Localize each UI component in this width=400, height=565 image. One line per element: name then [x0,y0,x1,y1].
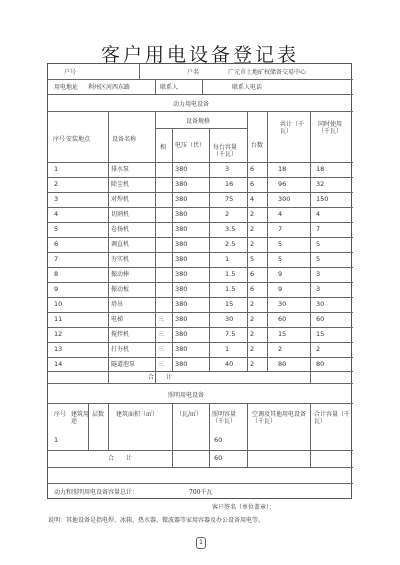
power-cell-voltage: 380 [175,180,188,188]
power-cell-total: 18 [278,165,287,173]
rule [48,467,353,468]
power-cell-count: 2 [250,330,255,338]
power-cell-name: 卷扬机 [111,226,130,233]
lighting-row-seq: 1 [54,436,59,444]
power-cell-voltage: 380 [175,225,188,233]
power-cell-voltage: 380 [175,165,188,173]
lighting-subtotal-value: 60 [214,454,223,462]
power-cell-voltage: 380 [175,360,188,368]
col-voltage: 电压（伏） [175,142,206,149]
power-cell-total: 2 [278,345,283,353]
rule [155,79,156,94]
rule [48,94,353,95]
power-cell-count: 2 [250,300,255,308]
power-cell-name: 夯实机 [111,256,130,263]
summary-label: 动力和照明用电设备容量总计： [54,489,139,496]
power-cell-name: 对焊机 [111,196,130,203]
power-cell-voltage: 380 [175,300,188,308]
power-cell-seq: 4 [54,210,59,218]
row-rule [48,312,353,313]
col-count: 台数 [251,142,264,149]
power-cell-name: 搅拌机 [111,331,130,338]
registration-form [47,63,352,499]
power-cell-seq: 11 [54,315,63,323]
power-cell-simul: 5 [316,240,321,248]
row-rule [48,282,353,283]
power-cell-seq: 3 [54,195,59,203]
col-location: 安装地点 [66,136,91,143]
col-phase: 相 [160,144,167,151]
power-cell-name: 振动棒 [111,271,130,278]
power-cell-simul: 15 [316,330,325,338]
power-cell-simul: 18 [316,165,325,173]
rule [48,371,353,372]
power-cell-total: 300 [278,195,291,203]
rule [209,128,210,371]
rule [310,111,311,383]
power-cell-total: 7 [278,225,283,233]
address-label: 用电地址 [54,84,79,91]
power-cell-seq: 12 [54,330,63,338]
rule [202,79,203,94]
lighting-col-area: 建筑面积（㎡） [116,411,159,418]
rule [48,483,353,484]
power-cell-phase: 三 [158,346,165,353]
power-cell-capacity: 75 [225,195,234,203]
power-cell-count: 6 [250,270,255,278]
page-number: 1 [196,537,206,549]
lighting-col-total: 合计容量（千瓦） [314,411,351,425]
row-rule [48,237,353,238]
rule [172,128,173,371]
power-cell-capacity: 1 [225,345,230,353]
power-cell-total: 30 [278,300,287,308]
address-value: 利州区河西东路 [88,84,131,91]
power-cell-name: 除尘机 [111,181,130,188]
power-cell-voltage: 380 [175,270,188,278]
footnote: 说明：其他设备是指电焊、冰箱、热水器、微波器等家用容器及办公设备用电等。 [48,517,265,524]
power-cell-simul: 5 [316,255,321,263]
power-cell-capacity: 1.5 [225,285,236,293]
power-cell-capacity: 3 [225,165,230,173]
power-cell-seq: 8 [54,270,59,278]
rule [172,403,173,467]
power-cell-total: 5 [278,240,283,248]
power-cell-simul: 30 [316,300,325,308]
power-cell-count: 6 [250,285,255,293]
power-subtotal-label: 合 计 [148,374,173,381]
rule [48,79,353,80]
power-cell-count: 4 [250,195,255,203]
row-rule [48,267,353,268]
row-rule [48,192,353,193]
col-seq: 序号 [53,136,66,143]
power-cell-phase: 三 [158,316,165,323]
power-cell-capacity: 1 [225,255,230,263]
power-cell-capacity: 2.5 [225,240,236,248]
power-cell-total: 60 [278,315,287,323]
lighting-section-title: 照明用电设备 [168,392,205,399]
rule [48,403,353,404]
power-cell-capacity: 30 [225,315,234,323]
lighting-col-building: 建筑用途 [71,411,90,425]
power-cell-simul: 80 [316,360,325,368]
power-cell-count: 2 [250,360,255,368]
power-cell-count: 2 [250,210,255,218]
col-total: 共计（千瓦） [280,121,305,135]
power-cell-total: 5 [278,255,283,263]
power-cell-name: 排水泵 [111,166,130,173]
power-cell-name: 打夯机 [111,346,130,353]
phone-label: 联系人电话 [232,84,263,91]
row-rule [48,297,353,298]
power-cell-name: 切割机 [111,211,130,218]
power-cell-name: 塔吊 [111,301,124,308]
power-cell-seq: 6 [54,240,59,248]
account-label: 户名 [187,69,200,76]
power-cell-simul: 150 [316,195,329,203]
row-rule [48,357,353,358]
lighting-col-lighting: 照明容量（千瓦） [212,411,237,425]
power-cell-count: 2 [250,345,255,353]
power-cell-seq: 1 [54,165,59,173]
power-cell-capacity: 40 [225,360,234,368]
power-cell-simul: 3 [316,270,321,278]
power-cell-total: 9 [278,270,283,278]
row-rule [48,222,353,223]
power-cell-total: 96 [278,180,287,188]
power-cell-capacity: 3.5 [225,225,236,233]
lighting-col-floors: 层数 [92,411,105,418]
contact-label: 联系人 [160,84,179,91]
power-cell-voltage: 380 [175,345,188,353]
power-cell-name: 电梯 [111,316,124,323]
power-cell-total: 15 [278,330,287,338]
rule [139,64,140,79]
power-cell-total: 80 [278,360,287,368]
power-cell-seq: 9 [54,285,59,293]
lighting-col-unit: （瓦/㎡） [176,411,203,418]
power-cell-seq: 14 [54,360,63,368]
signature-label: 客户签名（单位盖章）： [212,504,276,511]
power-cell-simul: 2 [316,345,321,353]
power-cell-simul: 4 [316,210,321,218]
col-spec: 设备规格 [186,118,211,125]
page-title: 客户用电设备登记表 [100,44,299,66]
rule [48,383,353,384]
lighting-col-other: 空调及其他用电设备（千瓦） [252,411,307,425]
row-rule [48,252,353,253]
rule [48,450,353,451]
rule [48,111,353,112]
row-rule [48,342,353,343]
rule [247,403,248,467]
power-cell-voltage: 380 [175,240,188,248]
power-cell-seq: 13 [54,345,63,353]
power-cell-simul: 32 [316,180,325,188]
power-cell-seq: 10 [54,300,63,308]
power-cell-count: 6 [250,180,255,188]
rule [108,111,109,383]
row-rule [48,327,353,328]
power-cell-capacity: 15 [225,300,234,308]
power-cell-name: 调直机 [111,241,130,248]
power-cell-count: 5 [250,255,255,263]
rule [48,162,353,163]
lighting-col-seq: 序号 [54,411,67,418]
row-rule [48,177,353,178]
power-cell-voltage: 380 [175,315,188,323]
power-cell-simul: 3 [316,285,321,293]
rule [267,111,268,371]
lighting-row-lighting: 60 [214,436,223,444]
power-cell-seq: 2 [54,180,59,188]
power-cell-seq: 5 [54,225,59,233]
power-cell-voltage: 380 [175,255,188,263]
rule [108,403,109,450]
power-cell-total: 9 [278,285,283,293]
account-name: 广元市土地矿权储备交易中心 [228,69,307,76]
power-cell-capacity: 2 [225,210,230,218]
power-cell-phase: 三 [158,331,165,338]
col-capacity: 每台容量（千瓦） [213,144,238,158]
col-simultaneous: 同时使用（千瓦） [318,121,343,135]
rule [155,128,247,129]
power-cell-name: 隧道泡泵 [111,361,136,368]
lighting-subtotal-label: 合 计 [108,455,133,462]
summary-value: 700千瓦 [189,489,213,496]
power-cell-total: 4 [278,210,283,218]
rule [310,403,311,467]
power-cell-count: 2 [250,240,255,248]
power-cell-phase: 三 [158,361,165,368]
power-cell-count: 2 [250,225,255,233]
power-cell-voltage: 380 [175,330,188,338]
power-cell-capacity: 1.5 [225,270,236,278]
rule [155,111,156,383]
power-cell-count: 2 [250,315,255,323]
power-cell-count: 6 [250,165,255,173]
power-cell-capacity: 7.5 [225,330,236,338]
serial-label: 户号 [64,69,77,76]
power-cell-voltage: 380 [175,285,188,293]
power-cell-simul: 7 [316,225,321,233]
power-cell-voltage: 380 [175,195,188,203]
power-cell-simul: 60 [316,315,325,323]
power-cell-name: 振动板 [111,286,130,293]
col-name: 设备名称 [112,136,137,143]
power-cell-voltage: 380 [175,210,188,218]
rule [247,111,248,371]
row-rule [48,207,353,208]
power-cell-capacity: 16 [225,180,234,188]
power-cell-seq: 7 [54,255,59,263]
power-section-title: 动力用电设备 [173,101,210,108]
rule [209,403,210,467]
